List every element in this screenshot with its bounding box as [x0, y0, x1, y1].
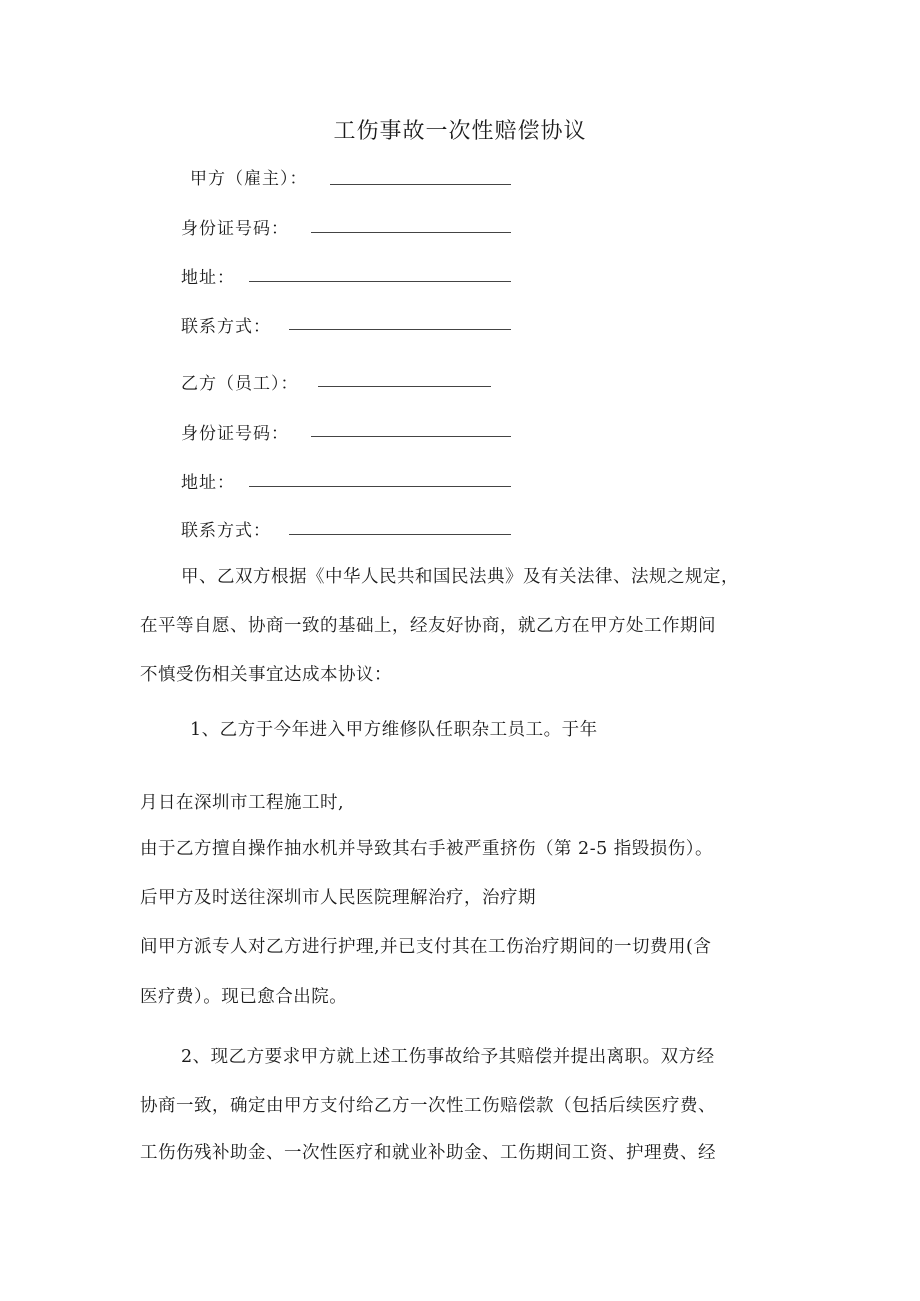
- party-b-address-label: 地址：: [181, 473, 235, 493]
- party-a-address-blank[interactable]: [249, 281, 511, 282]
- party-a-id-blank[interactable]: [311, 232, 511, 233]
- clause1-line: 医疗费）。现已愈合出院。: [140, 987, 348, 1007]
- party-b-id-blank[interactable]: [311, 436, 511, 437]
- clause2-line: 协商一致，确定由甲方支付给乙方一次性工伤赔偿款（包括后续医疗费、: [140, 1096, 716, 1116]
- party-b-contact-label: 联系方式：: [181, 521, 271, 541]
- party-b-address-blank[interactable]: [249, 486, 511, 487]
- party-b-name-blank[interactable]: [318, 386, 491, 387]
- party-a-address-label: 地址：: [181, 268, 235, 288]
- clause1-line: 由于乙方擅自操作抽水机并导致其右手被严重挤伤（第 2-5 指毁损伤）。: [140, 839, 714, 859]
- party-a-label: 甲方（雇主）：: [190, 169, 308, 189]
- party-a-contact-label: 联系方式：: [181, 317, 271, 337]
- clause2-line: 2、现乙方要求甲方就上述工伤事故给予其赔偿并提出离职。双方经: [181, 1047, 715, 1067]
- party-a-contact-blank[interactable]: [289, 329, 511, 330]
- party-b-id-label: 身份证号码：: [181, 424, 289, 444]
- preamble-line: 在平等自愿、协商一致的基础上，经友好协商，就乙方在甲方处工作期间: [140, 616, 716, 636]
- clause1-line: 1、乙方于今年进入甲方维修队任职杂工员工。于年: [190, 720, 598, 740]
- clause1-line: 间甲方派专人对乙方进行护理,并已支付其在工伤治疗期间的一切费用(含: [140, 937, 712, 957]
- party-a-name-blank[interactable]: [330, 184, 511, 185]
- clause2-line: 工伤伤残补助金、一次性医疗和就业补助金、工伤期间工资、护理费、经: [140, 1143, 716, 1163]
- party-b-contact-blank[interactable]: [289, 534, 511, 535]
- party-a-id-label: 身份证号码：: [181, 219, 289, 239]
- preamble-line: 不慎受伤相关事宜达成本协议：: [140, 665, 392, 685]
- preamble-line: 甲、乙双方根据《中华人民共和国民法典》及有关法律、法规之规定，: [181, 567, 739, 587]
- party-b-label: 乙方（员工）：: [181, 374, 299, 394]
- clause1-line: 后甲方及时送往深圳市人民医院理解治疗，治疗期: [140, 888, 536, 908]
- page-title: 工伤事故一次性赔偿协议: [333, 119, 587, 144]
- clause1-line: 月日在深圳市工程施工时,: [140, 793, 345, 813]
